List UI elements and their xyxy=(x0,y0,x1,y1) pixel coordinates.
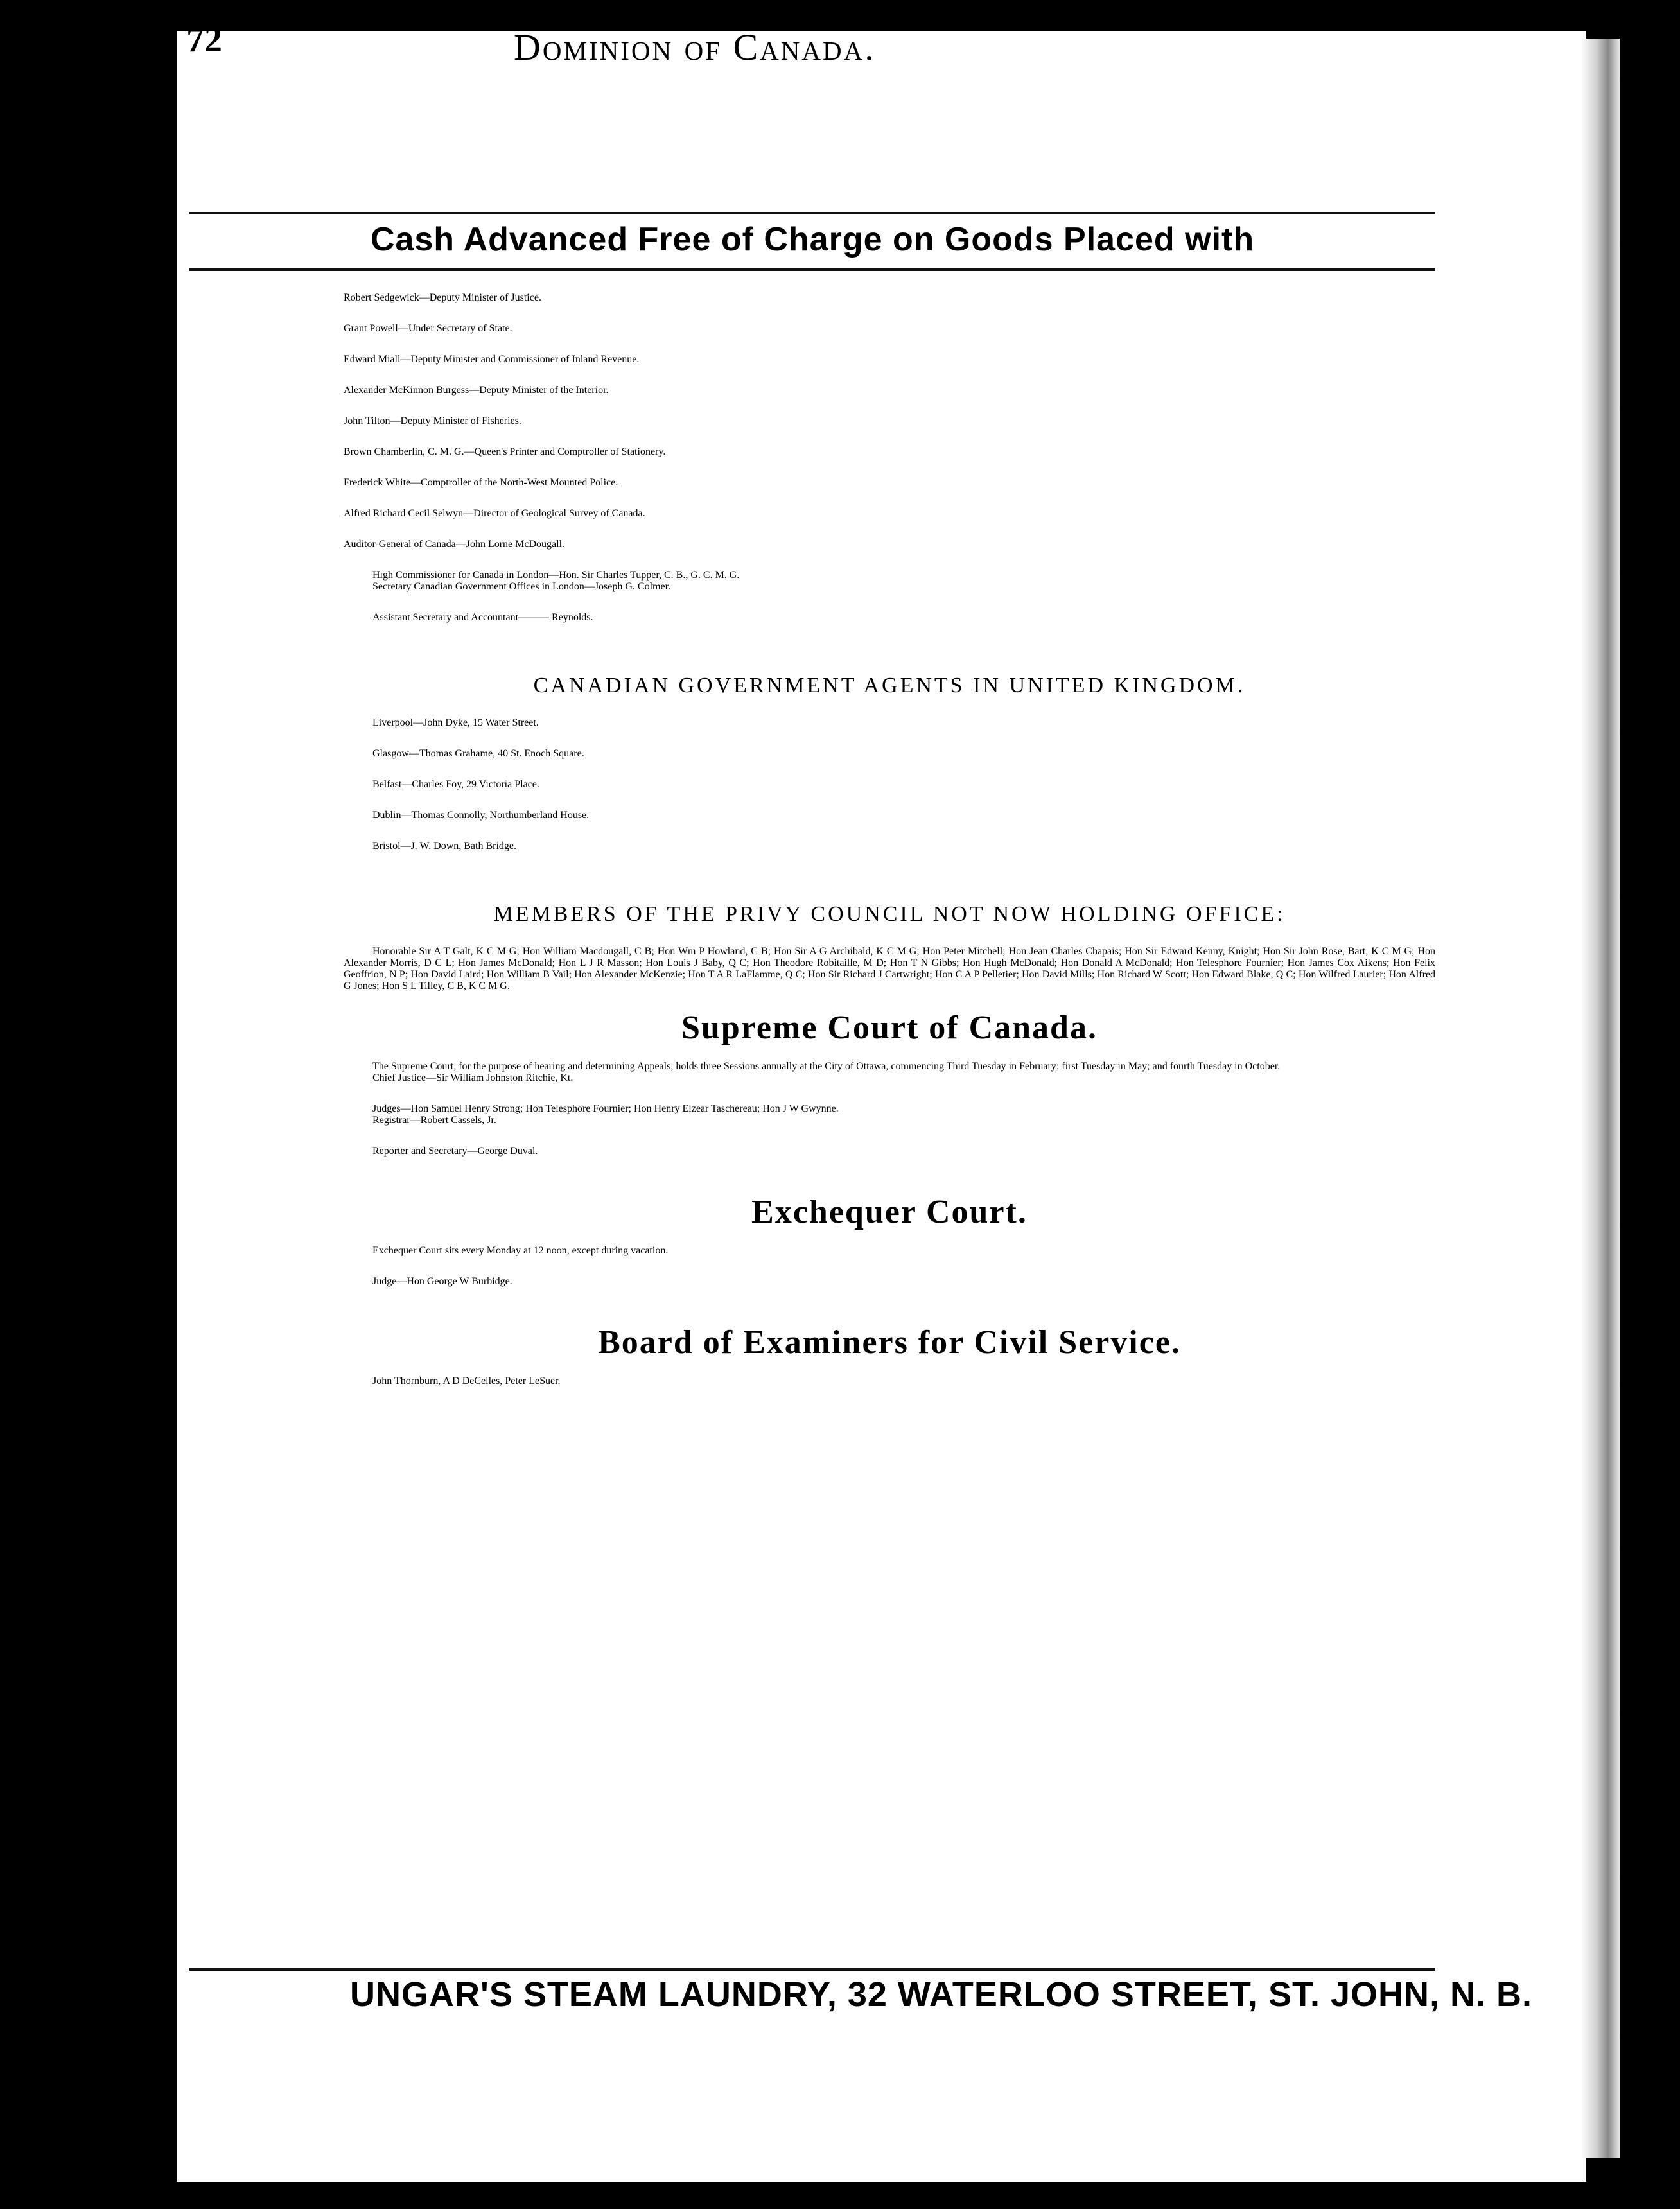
high-commissioner: High Commissioner for Canada in London—Hon. Sir Charles Tupper, C. B., G. C. M. G. xyxy=(372,570,740,581)
bottom-rule xyxy=(189,1968,1435,1971)
board-members: John Thornburn, A D DeCelles, Peter LeSuer. xyxy=(372,1375,561,1386)
official-line: Robert Sedgewick—Deputy Minister of Justice. xyxy=(344,292,541,303)
exchequer-judge: Judge—Hon George W Burbidge. xyxy=(372,1276,512,1287)
agents-heading: CANADIAN GOVERNMENT AGENTS IN UNITED KINGDOM. xyxy=(533,674,1246,697)
page-body xyxy=(344,292,1435,1406)
london-office-line: Assistant Secretary and Accountant——— Reynolds. xyxy=(372,612,593,623)
official-line: Alfred Richard Cecil Selwyn—Director of Geological Survey of Canada. xyxy=(344,508,645,519)
top-rule xyxy=(189,212,1435,214)
page-number: 72 xyxy=(186,20,222,60)
registrar: Registrar—Robert Cassels, Jr. xyxy=(372,1115,496,1126)
official-line: Frederick White—Comptroller of the North-West Mounted Police. xyxy=(344,477,618,488)
supreme-court-text: The Supreme Court, for the purpose of hearing and determining Appeals, holds three Sessions annually at the City of Ottawa, commencing Third Tuesday in February; first Tuesday in May; and fourth Tuesday in October. xyxy=(372,1061,1281,1072)
chief-justice: Chief Justice—Sir William Johnston Ritchie, Kt. xyxy=(372,1072,573,1083)
privy-council-text: Honorable Sir A T Galt, K C M G; Hon William Macdougall, C B; Hon Wm P Howland, C B; Hon Sir A G Archibald, K C M G; Hon Peter Mitchell; Hon Jean Charles Chapais; Hon Sir Edward Kenny, Knight; Hon Sir John Rose, Bart, K C M G; Hon Alexander Morris, D C L; Hon James McDonald; Hon L J R Masson; Hon Louis J Baby, Q C; Hon Theodore Robitaille, M D; Hon T N Gibbs; Hon Hugh McDonald; Hon Donald A McDonald; Hon Telesphore Fournier; Hon James Cox Aikens; Hon Felix Geoffrion, N P; Hon David Laird; Hon William B Vail; Hon Alexander McKenzie; Hon T A R LaFlamme, Q C; Hon Sir Richard J Cartwright; Hon C A P Pelletier; Hon David Mills; Hon Richard W Scott; Hon Edward Blake, Q C; Hon Wilfred Laurier; Hon Alfred G Jones; Hon S L Tilley, C B, K C M G. xyxy=(344,946,1435,991)
london-office-line: Secretary Canadian Government Offices in London—Joseph G. Colmer. xyxy=(372,581,671,592)
exchequer-court-title: Exchequer Court. xyxy=(751,1194,1028,1230)
agent-line: Glasgow—Thomas Grahame, 40 St. Enoch Square. xyxy=(372,748,584,759)
official-line: Grant Powell—Under Secretary of State. xyxy=(344,323,512,334)
running-head: Dominion of Canada. xyxy=(514,26,876,68)
privy-council-heading: MEMBERS OF THE PRIVY COUNCIL NOT NOW HOLDING OFFICE: xyxy=(493,902,1286,926)
supreme-court-title: Supreme Court of Canada. xyxy=(681,1009,1098,1046)
agents-list xyxy=(344,717,1435,871)
agent-line: Belfast—Charles Foy, 29 Victoria Place. xyxy=(372,779,539,790)
top-rule-lower xyxy=(189,268,1435,271)
board-title: Board of Examiners for Civil Service. xyxy=(598,1324,1181,1361)
officials-list xyxy=(344,292,1435,570)
official-line: Auditor-General of Canada—John Lorne McDougall. xyxy=(344,539,565,550)
reporter: Reporter and Secretary—George Duval. xyxy=(372,1146,538,1157)
official-line: John Tilton—Deputy Minister of Fisheries. xyxy=(344,415,521,426)
official-line: Edward Miall—Deputy Minister and Commissioner of Inland Revenue. xyxy=(344,354,640,365)
agent-line: Dublin—Thomas Connolly, Northumberland House. xyxy=(372,810,590,821)
advertisement-bottom: UNGAR'S STEAM LAUNDRY, 32 WATERLOO STREET, ST. JOHN, N. B. xyxy=(350,1975,1533,2014)
page-edge xyxy=(1581,39,1620,2158)
agent-line: Liverpool—John Dyke, 15 Water Street. xyxy=(372,717,539,728)
agent-line: Bristol—J. W. Down, Bath Bridge. xyxy=(372,841,517,851)
judges: Judges—Hon Samuel Henry Strong; Hon Telesphore Fournier; Hon Henry Elzear Taschereau; Hon J W Gwynne. xyxy=(372,1103,839,1114)
advertisement-top: Cash Advanced Free of Charge on Goods Placed with xyxy=(370,221,1255,258)
exchequer-sits: Exchequer Court sits every Monday at 12 noon, except during vacation. xyxy=(372,1245,669,1256)
official-line: Alexander McKinnon Burgess—Deputy Minister of the Interior. xyxy=(344,385,609,396)
official-line: Brown Chamberlin, C. M. G.—Queen's Printer and Comptroller of Stationery. xyxy=(344,446,666,457)
